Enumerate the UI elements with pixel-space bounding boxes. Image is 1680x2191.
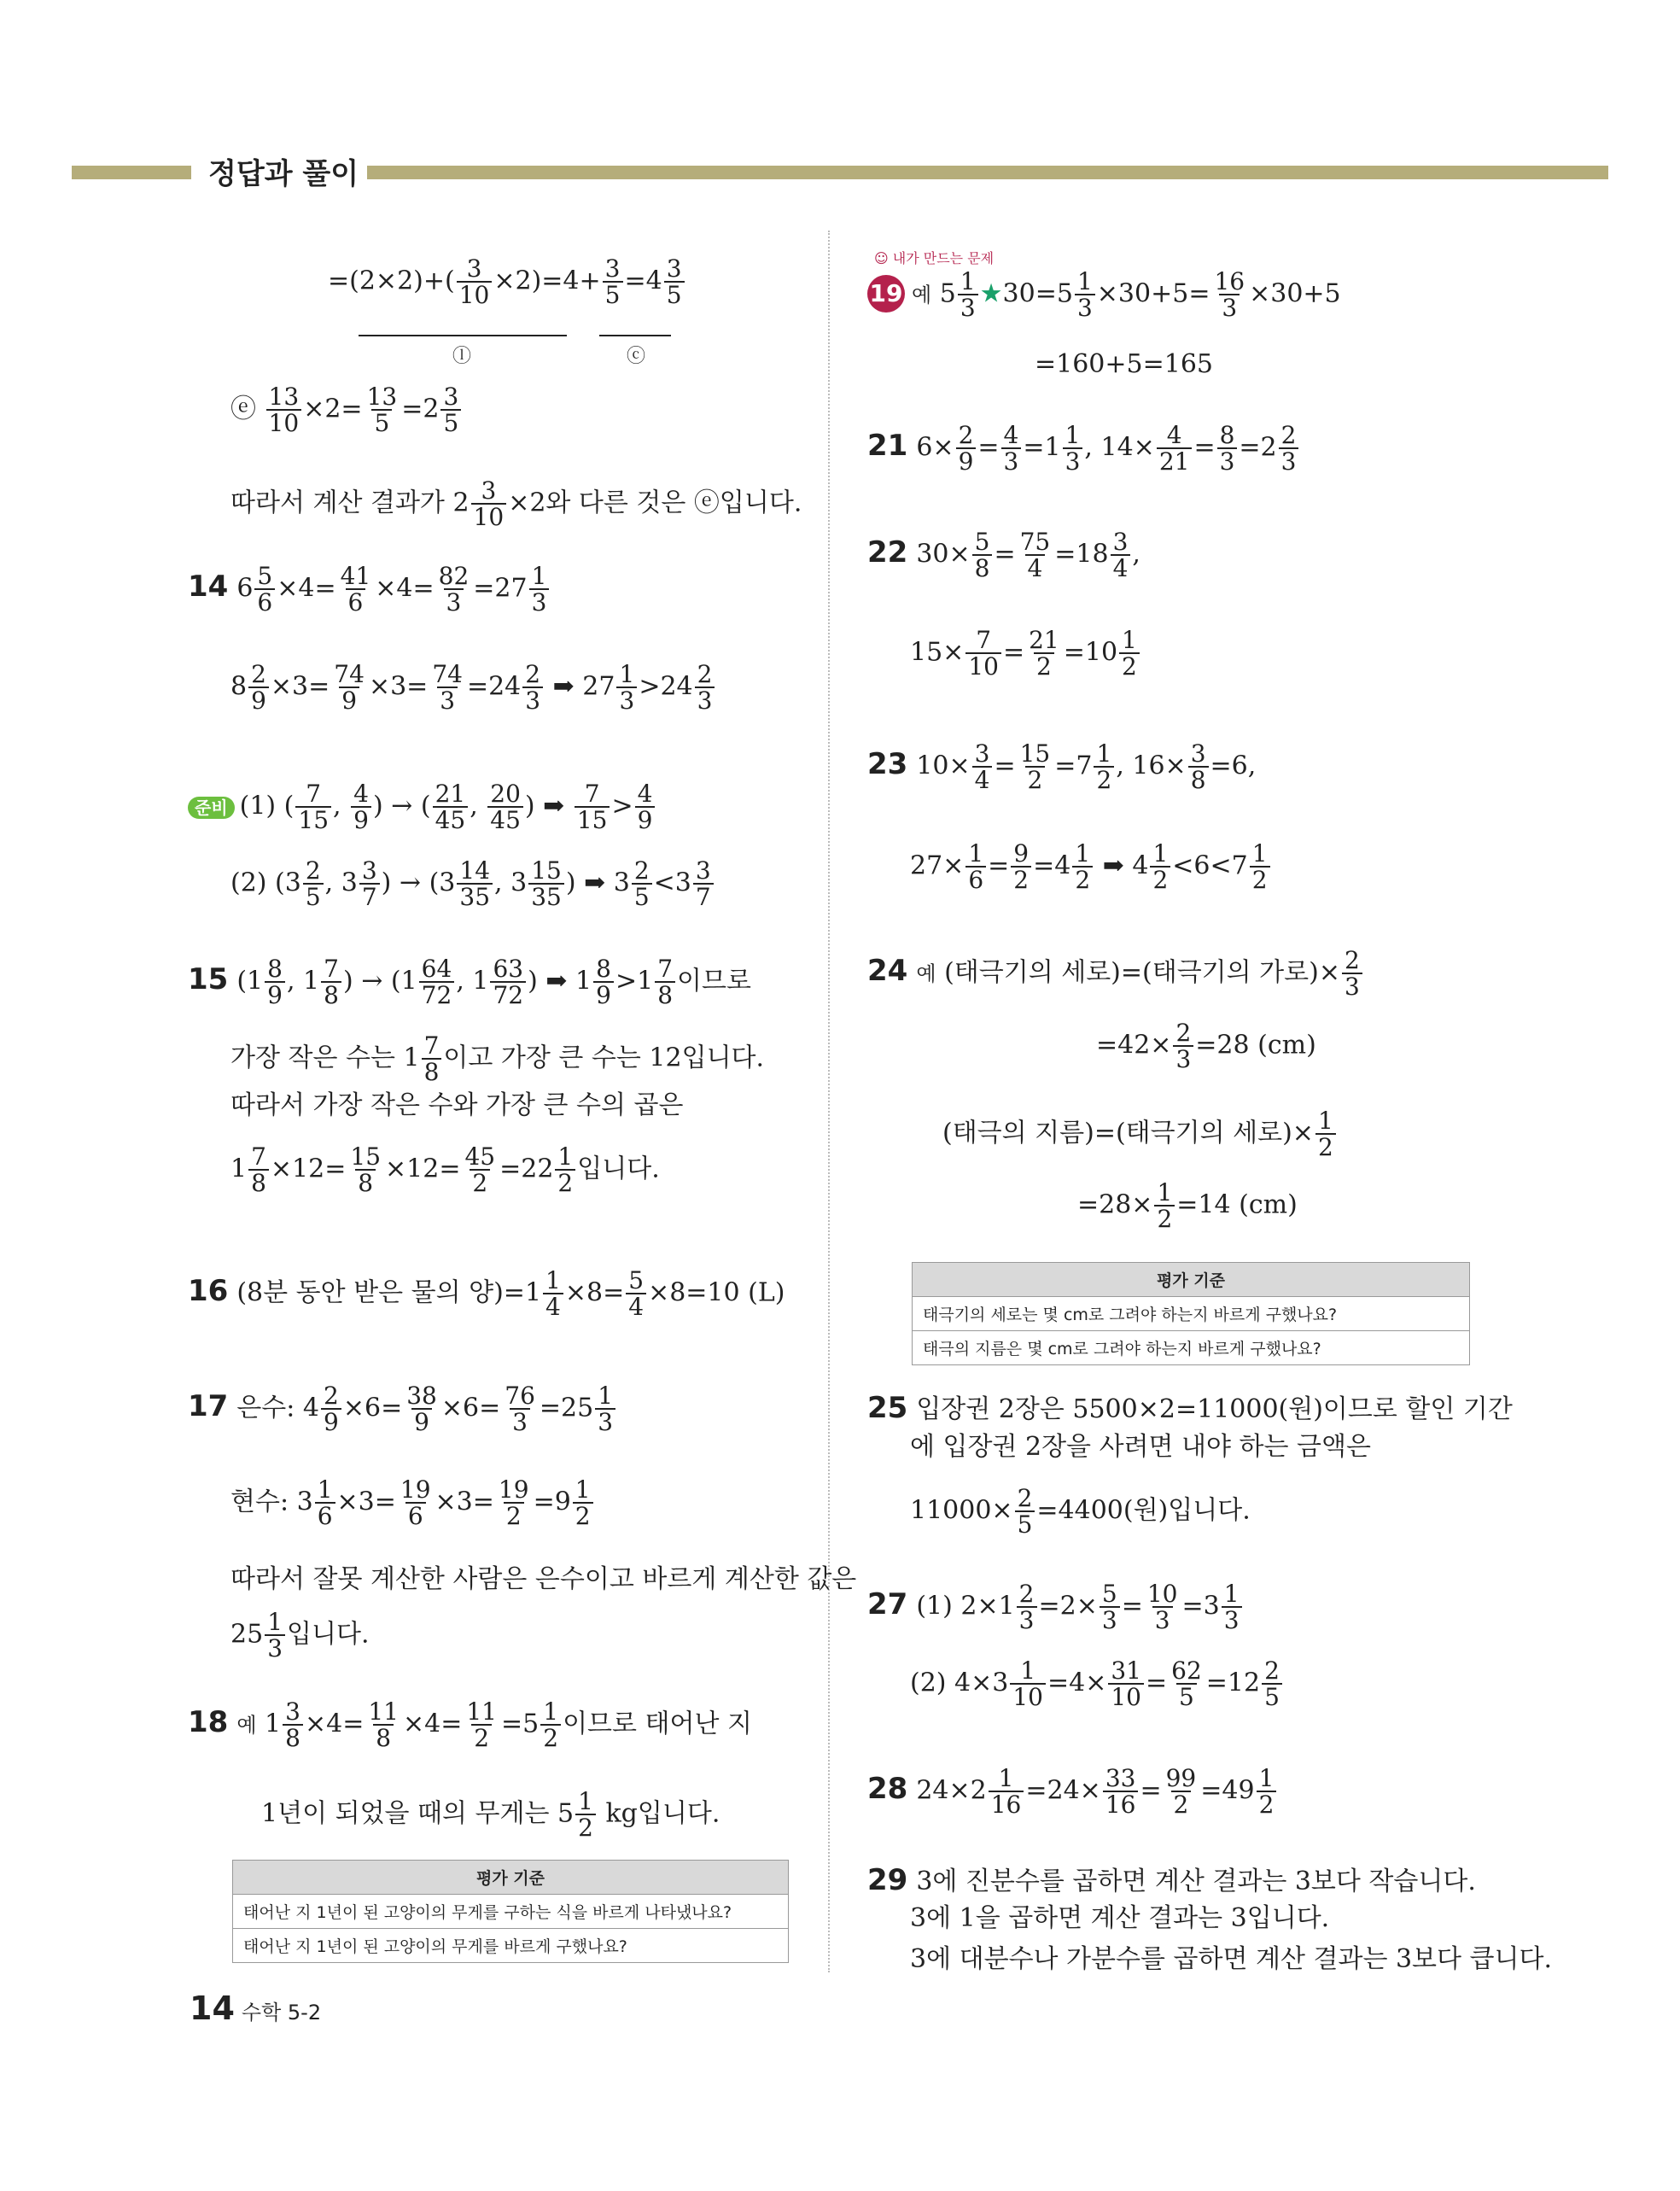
- q27-line2: (2) 4×3 $\frac{1}{10}$ =4× $\frac{31}{10}$ = $\frac{62}{5}$ =12 $\frac{2}{5}$: [910, 1658, 1284, 1710]
- q27-line1: 27 (1) 2×1 $\frac{2}{3}$ =2× $\frac{5}{3}$ = $\frac{10}{3}$ =3 $\frac{1}{3}$: [867, 1581, 1244, 1633]
- q18-line2: 1년이 되었을 때의 무게는 5 $\frac{1}{2}$ kg입니다.: [261, 1787, 720, 1843]
- page-number: 14: [190, 1989, 235, 2027]
- q16-line: 16 (8분 동안 받은 물의 양)=1 $\frac{1}{4}$ ×8= $\frac{5}{4}$ ×8=10 (L): [188, 1266, 785, 1322]
- header-bar-left: [72, 166, 191, 179]
- q15-line2: 가장 작은 수는 1 $\frac{7}{8}$ 이고 가장 큰 수는 12입니다.: [230, 1031, 765, 1087]
- q14-line2: 8 $\frac{2}{9}$ ×3= $\frac{74}{9}$ ×3= $\frac{74}{3}$ =24 $\frac{2}{3}$ ➡ 27 $\frac{1}{3}$ >24 $\frac{2}{3}$: [230, 662, 716, 714]
- eval-table-right: [912, 1262, 1470, 1365]
- q24-line4: =28× $\frac{1}{2}$ =14 (cm): [1077, 1178, 1298, 1234]
- q19-line1: 19 예 5 $\frac{1}{3}$ ★30=5 $\frac{1}{3}$ ×30+5= $\frac{16}{3}$ ×30+5: [867, 269, 1341, 321]
- q17-line4: 25 $\frac{1}{3}$ 입니다.: [230, 1608, 370, 1663]
- page-footer: [190, 1989, 321, 2027]
- q25-line1: 25 입장권 2장은 5500×2=11000(원)이므로 할인 기간: [867, 1391, 1513, 1425]
- q28-line: 28 24×2 $\frac{1}{16}$ =24× $\frac{33}{16}$ = $\frac{99}{2}$ =49 $\frac{1}{2}$: [867, 1766, 1278, 1818]
- header-bar-right: [359, 166, 1608, 179]
- eval-title: 평가 기준: [233, 1861, 788, 1895]
- q29-line1: 29 3에 진분수를 곱하면 계산 결과는 3보다 작습니다.: [867, 1863, 1476, 1897]
- eval-table-left: [232, 1860, 789, 1963]
- q22-line1: 22 30× $\frac{5}{8}$ = $\frac{75}{4}$ =18 $\frac{3}{4}$ ,: [867, 528, 1140, 583]
- mark-l: ⓛ: [452, 346, 472, 367]
- column-divider: [828, 231, 830, 1972]
- q22-line2: 15× $\frac{7}{10}$ = $\frac{21}{2}$ =10 $\frac{1}{2}$: [910, 628, 1141, 680]
- q19-line2: =160+5=165: [1035, 349, 1214, 379]
- q29-line3: 3에 대분수나 가분수를 곱하면 계산 결과는 3보다 큽니다.: [910, 1944, 1553, 1974]
- q13-line1: =(2×2)+( $\frac{3}{10}$ ×2)=4+ $\frac{3}{5}$ =4 $\frac{3}{5}$: [328, 256, 686, 308]
- underline-c: [599, 335, 671, 336]
- eval-row: 태어난 지 1년이 된 고양이의 무게를 구하는 식을 바르게 나타냈나요?: [233, 1895, 788, 1929]
- prep-line2: (2) (3 $\frac{2}{5}$ , 3 $\frac{3}{7}$ ) → (3 $\frac{14}{35}$ , 3 $\frac{15}{35}$ ) ➡ 3 $\frac{2}{5}$ <3 $\frac{3}{7}$: [230, 858, 715, 910]
- q25-line3: 11000× $\frac{2}{5}$ =4400(원)입니다.: [910, 1484, 1251, 1540]
- q18-line1: 18 예 1 $\frac{3}{8}$ ×4= $\frac{11}{8}$ ×4= $\frac{11}{2}$ =5 $\frac{1}{2}$ 이므로 태어난 지: [188, 1697, 752, 1753]
- prep-line1: 준비 (1) ( $\frac{7}{15}$ , $\frac{4}{9}$ ) → ( $\frac{21}{45}$ , $\frac{20}{45}$ ) ➡ $\frac{7}{15}$ > $\frac{4}{9}$: [188, 781, 656, 833]
- q15-line3: 따라서 가장 작은 수와 가장 큰 수의 곱은: [230, 1090, 684, 1120]
- q25-line2: 에 입장권 2장을 사려면 내야 하는 금액은: [910, 1432, 1371, 1462]
- q24-line1: 24 예 (태극기의 세로)=(태극기의 가로)× $\frac{2}{3}$: [867, 948, 1364, 1000]
- q23-line2: 27× $\frac{1}{6}$ = $\frac{9}{2}$ =4 $\frac{1}{2}$ ➡ 4 $\frac{1}{2}$ <6<7 $\frac{1}{2}$: [910, 841, 1272, 893]
- q21-line: 21 6× $\frac{2}{9}$ = $\frac{4}{3}$ =1 $\frac{1}{3}$ , 14× $\frac{4}{21}$ = $\frac{8}{3}$ =2 $\frac{2}{3}$: [867, 423, 1300, 475]
- q17-line3: 따라서 잘못 계산한 사람은 은수이고 바르게 계산한 값은: [230, 1564, 857, 1594]
- mark-c: ⓒ: [627, 346, 646, 367]
- q15-line4: 1 $\frac{7}{8}$ ×12= $\frac{15}{8}$ ×12= $\frac{45}{2}$ =22 $\frac{1}{2}$ 입니다.: [230, 1142, 660, 1198]
- q15-line1: 15 (1 $\frac{8}{9}$ , 1 $\frac{7}{8}$ ) → (1 $\frac{64}{72}$ , 1 $\frac{63}{72}$ ) ➡ 1 $\frac{8}{9}$ >1 $\frac{7}{8}$ 이므로: [188, 955, 751, 1010]
- q13-line2: ⓔ $\frac{13}{10}$ ×2= $\frac{13}{5}$ =2 $\frac{3}{5}$: [230, 384, 463, 436]
- q23-line1: 23 10× $\frac{3}{4}$ = $\frac{15}{2}$ =7 $\frac{1}{2}$ , 16× $\frac{3}{8}$ =6,: [867, 739, 1257, 795]
- underline-l: [359, 335, 567, 336]
- eval-row: 태어난 지 1년이 된 고양이의 무게를 바르게 구했나요?: [243, 1937, 627, 1956]
- page-title: 정답과 풀이: [200, 150, 367, 192]
- eval-row: 태극기의 세로는 몇 cm로 그려야 하는지 바르게 구했나요?: [913, 1297, 1469, 1331]
- book-title: 수학 5-2: [241, 2001, 322, 2024]
- q24-line2: =42× $\frac{2}{3}$ =28 (cm): [1096, 1019, 1316, 1074]
- q14-line1: 14 6 $\frac{5}{6}$ ×4= $\frac{41}{6}$ ×4= $\frac{82}{3}$ =27 $\frac{1}{3}$: [188, 564, 551, 616]
- eval-title: 평가 기준: [913, 1263, 1469, 1297]
- q13-line3: 따라서 계산 결과가 2 $\frac{3}{10}$ ×2와 다른 것은 ⓔ입니다.: [230, 476, 802, 532]
- q24-line3: (태극의 지름)=(태극기의 세로)× $\frac{1}{2}$: [942, 1108, 1338, 1160]
- q17-line2: 현수: 3 $\frac{1}{6}$ ×3= $\frac{19}{6}$ ×3= $\frac{19}{2}$ =9 $\frac{1}{2}$: [230, 1477, 595, 1529]
- q19-tag: ☺ 내가 만드는 문제: [874, 250, 995, 266]
- q17-line1: 17 은수: 4 $\frac{2}{9}$ ×6= $\frac{38}{9}$ ×6= $\frac{76}{3}$ =25 $\frac{1}{3}$: [188, 1383, 617, 1435]
- eval-row: 태극의 지름은 몇 cm로 그려야 하는지 바르게 구했나요?: [923, 1340, 1321, 1358]
- q29-line2: 3에 1을 곱하면 계산 결과는 3입니다.: [910, 1903, 1330, 1933]
